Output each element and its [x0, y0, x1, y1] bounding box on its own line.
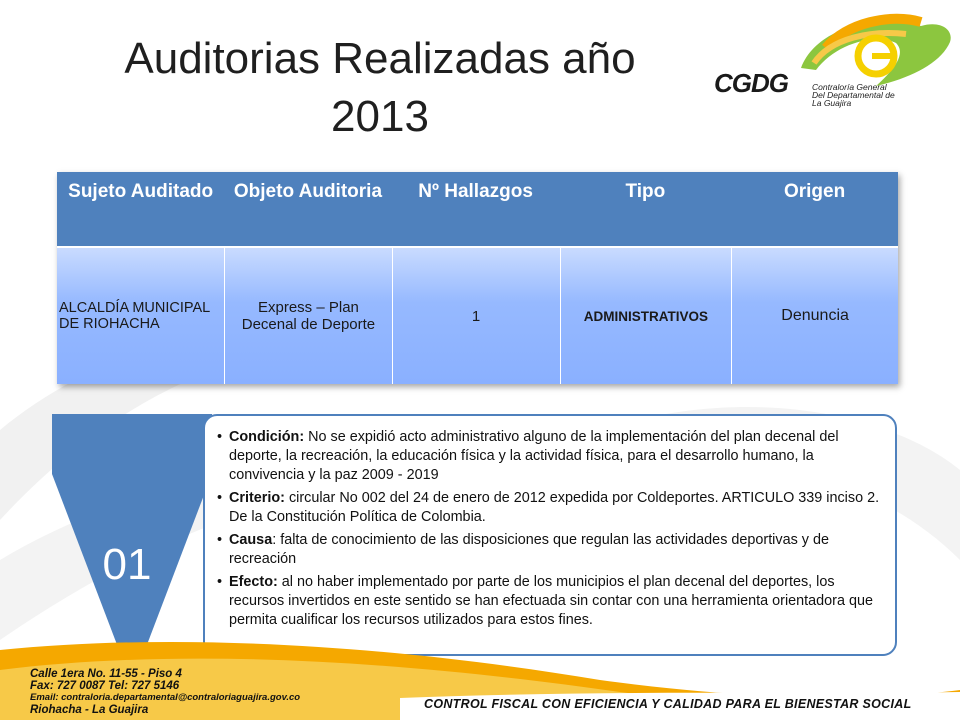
header-origen: Origen — [731, 172, 898, 246]
footer-line-2: Fax: 727 0087 Tel: 727 5146 — [30, 680, 180, 692]
list-item — [217, 489, 885, 527]
cell-origen: Denuncia — [731, 246, 898, 384]
cell-hallazgos: 1 — [392, 246, 560, 384]
footer-line-1: Calle 1era No. 11-55 - Piso 4 — [30, 668, 182, 680]
footer-address — [30, 668, 300, 716]
slide-title — [80, 30, 680, 146]
logo-sub-line-3: La Guajira — [812, 98, 852, 108]
item-text: circular No 002 del 24 de enero de 2012 expedida por Coldeportes. ARTICULO 339 inciso 2. De la Constitución Política de Colombia. — [229, 490, 880, 525]
item-label: Condición: — [229, 429, 305, 445]
list-item — [217, 428, 885, 485]
footer-email: Email: contraloria.departamental@contraloriaguajira.gov.co — [30, 692, 301, 703]
item-text: No se expidió acto administrativo alguno de la implementación del plan decenal del deporte, la recreación, la educación física y la actividad física, para el desarrollo humano, la convivencia y la paz 2009 - 2019 — [229, 429, 839, 483]
audit-table — [57, 172, 898, 384]
item-label: Criterio: — [229, 490, 285, 506]
item-text: : falta de conocimiento de las disposiciones que regulan las actividades deportivas y de recreación — [229, 532, 829, 567]
table-header-row — [57, 172, 898, 246]
logo-sub-line-2: Del Departamental de — [812, 90, 895, 100]
logo-sub-line-1: Contraloría General — [812, 82, 887, 92]
header-tipo: Tipo — [560, 172, 732, 246]
item-text: al no haber implementado por parte de los municipios el plan decenal del deportes, los recursos invertidos en este sentido se han efectuada sin contar con una herramienta orientadora que permita cualificar los recursos utilizados para estos fines. — [229, 574, 873, 628]
header-sujeto: Sujeto Auditado — [57, 172, 224, 246]
item-label: Causa — [229, 532, 273, 548]
logo-subtitle — [812, 83, 895, 107]
finding-number: 01 — [102, 540, 152, 589]
cell-tipo: ADMINISTRATIVOS — [560, 246, 732, 384]
cell-objeto: Express – Plan Decenal de Deporte — [224, 246, 391, 384]
finding-list — [217, 428, 885, 630]
logo-acronym: CGDG — [714, 68, 788, 98]
cell-sujeto: ALCALDÍA MUNICIPAL DE RIOHACHA — [57, 246, 224, 384]
item-label: Efecto: — [229, 574, 278, 590]
footer-slogan: CONTROL FISCAL CON EFICIENCIA Y CALIDAD PARA EL BIENESTAR SOCIAL — [424, 697, 912, 711]
footer-line-4: Riohacha - La Guajira — [30, 704, 149, 716]
list-item — [217, 531, 885, 569]
header-objeto: Objeto Auditoria — [224, 172, 391, 246]
title-line-2: 2013 — [331, 92, 429, 141]
table-row — [57, 246, 898, 384]
title-line-1: Auditorias Realizadas año — [124, 34, 636, 83]
header-hallazgos: Nº Hallazgos — [392, 172, 560, 246]
